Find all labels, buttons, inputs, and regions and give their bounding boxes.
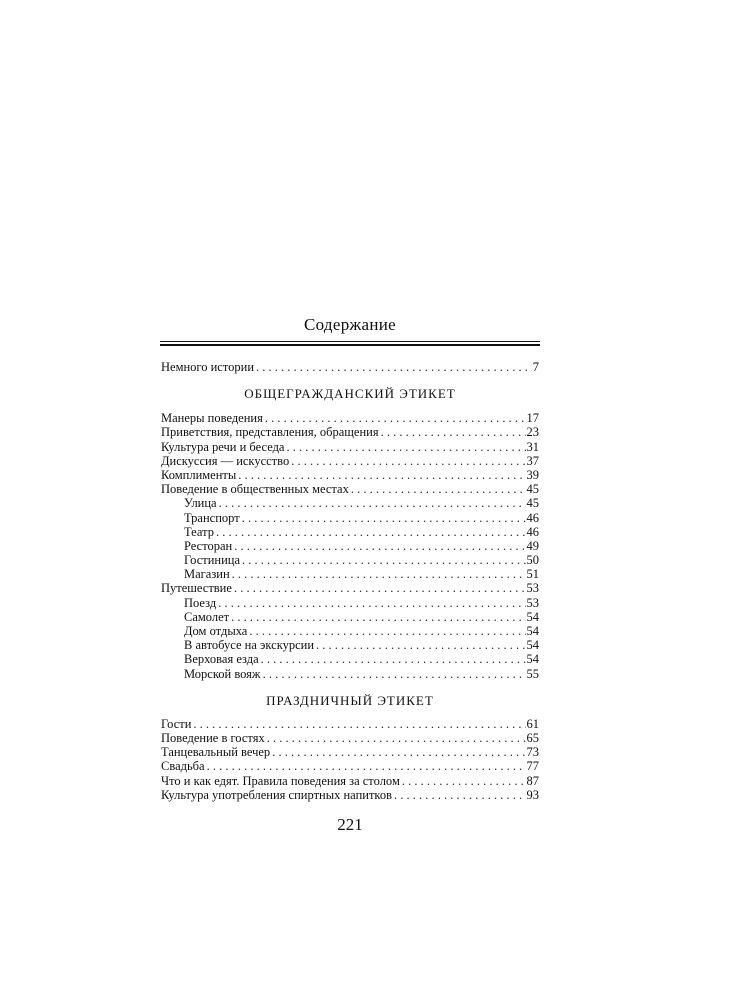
- toc-entry-page: 54: [526, 638, 539, 653]
- toc-entry-page: 45: [526, 496, 539, 511]
- toc-subentry: [161, 539, 539, 553]
- toc-entry-title: Поезд: [184, 595, 217, 610]
- toc-entry-title: Манеры поведения: [161, 411, 263, 426]
- section-heading-festive-etiquette: ПРАЗДНИЧНЫЙ ЭТИКЕТ: [266, 692, 434, 708]
- toc-subentry: [161, 496, 539, 510]
- dot-leader: [249, 624, 525, 638]
- toc-entry-title: Театр: [184, 524, 214, 539]
- toc-entry: [161, 788, 539, 802]
- toc-entry-title: Поведение в гостях: [161, 730, 265, 745]
- toc-entry-title: Верховая езда: [184, 652, 259, 667]
- toc-entry-page: 17: [526, 411, 539, 426]
- toc-entry-page: 87: [526, 773, 539, 788]
- dot-leader: [234, 581, 526, 595]
- toc-entry-title: Транспорт: [184, 510, 240, 525]
- toc-entry-page: 53: [526, 595, 539, 610]
- toc-entry-title: Ресторан: [184, 538, 233, 553]
- dot-leader: [232, 567, 526, 581]
- toc-entry-page: 45: [526, 482, 539, 497]
- dot-leader: [272, 745, 525, 759]
- dot-leader: [261, 652, 526, 666]
- toc-entry-title: Что и как едят. Правила поведения за столом: [161, 773, 400, 788]
- toc-subentry: [161, 525, 539, 539]
- toc-entry: [161, 411, 539, 425]
- dot-leader: [265, 411, 526, 425]
- toc-entry: [161, 717, 539, 731]
- toc-entry: [161, 774, 539, 788]
- dot-leader: [234, 539, 525, 553]
- toc-entry: [161, 759, 539, 773]
- dot-leader: [263, 667, 526, 681]
- toc-entry-page: 61: [526, 716, 539, 731]
- toc-entry: [161, 468, 539, 482]
- toc-entry-title: Немного истории: [161, 360, 255, 374]
- toc-entry-page: 49: [526, 538, 539, 553]
- table-of-contents: [161, 360, 539, 802]
- toc-subentry: [161, 553, 539, 567]
- dot-leader: [193, 717, 525, 731]
- toc-entry-title: Самолет: [184, 609, 230, 624]
- toc-entry-page: 31: [526, 439, 539, 454]
- toc-entry-title: Поведение в общественных местах: [161, 482, 349, 497]
- toc-entry-title: Культура употребления спиртных напитков: [161, 787, 392, 802]
- toc-entry: [161, 454, 539, 468]
- dot-leader: [238, 468, 525, 482]
- toc-entry-page: 37: [526, 453, 539, 468]
- toc-entry-page: 53: [526, 581, 539, 596]
- toc-entry-page: 51: [526, 567, 539, 582]
- dot-leader: [242, 511, 526, 525]
- toc-entry-page: 54: [526, 652, 539, 667]
- toc-entry-title: Улица: [184, 496, 217, 511]
- toc-subentry: [161, 596, 539, 610]
- dot-leader: [267, 731, 526, 745]
- toc-entry-title: Гости: [161, 716, 192, 731]
- toc-subentry: [161, 624, 539, 638]
- toc-entry-page: 93: [526, 787, 539, 802]
- toc-entry: [161, 745, 539, 759]
- toc-entry-page: 77: [526, 759, 539, 774]
- toc-entry: [161, 581, 539, 595]
- toc-subentry: [161, 610, 539, 624]
- toc-entry-page: 50: [526, 553, 539, 568]
- toc-entry-title: Свадьба: [161, 759, 205, 774]
- dot-leader: [231, 610, 525, 624]
- toc-entry-title: Гостиница: [184, 553, 241, 568]
- toc-entry-intro: [161, 360, 539, 374]
- dot-leader: [351, 482, 526, 496]
- toc-subentry: [161, 667, 539, 681]
- toc-subentry: [161, 511, 539, 525]
- dot-leader: [402, 774, 526, 788]
- toc-entry-title: В автобусе на экскурсии: [184, 638, 315, 653]
- dot-leader: [381, 425, 526, 439]
- toc-subentry: [161, 567, 539, 581]
- toc-entry-page: 55: [526, 666, 539, 681]
- title-rule-thick: [160, 344, 540, 346]
- section-heading-civil-etiquette: ОБЩЕГРАЖДАНСКИЙ ЭТИКЕТ: [244, 386, 456, 402]
- page-number: 221: [337, 815, 363, 834]
- dot-leader: [242, 553, 525, 567]
- toc-entry-title: Приветствия, представления, обращения: [161, 425, 379, 440]
- dot-leader: [219, 496, 526, 510]
- dot-leader: [316, 638, 525, 652]
- toc-entry-title: Культура речи и беседа: [161, 439, 285, 454]
- toc-entry-page: 46: [526, 510, 539, 525]
- dot-leader: [216, 525, 526, 539]
- dot-leader: [291, 454, 525, 468]
- dot-leader: [207, 759, 526, 773]
- toc-entry-title: Дом отдыха: [184, 624, 248, 638]
- toc-entry-title: Морской вояж: [184, 666, 261, 681]
- toc-entry-page: 7: [532, 360, 539, 374]
- toc-entry-page: 73: [526, 745, 539, 760]
- toc-entry: [161, 425, 539, 439]
- toc-entry-title: Танцевальный вечер: [161, 745, 271, 760]
- toc-entry: [161, 731, 539, 745]
- toc-entry-page: 46: [526, 524, 539, 539]
- toc-subentry: [161, 652, 539, 666]
- dot-leader: [286, 440, 525, 454]
- toc-entry-page: 65: [526, 730, 539, 745]
- toc-entry-page: 54: [526, 609, 539, 624]
- toc-entry-page: 54: [526, 624, 539, 638]
- toc-entry-title: Магазин: [184, 567, 230, 582]
- toc-entry-title: Комплименты: [161, 467, 237, 482]
- toc-subentry: [161, 638, 539, 652]
- toc-entry-title: Путешествие: [161, 581, 232, 596]
- dot-leader: [394, 788, 526, 802]
- toc-entry-page: 23: [526, 425, 539, 440]
- toc-entry: [161, 440, 539, 454]
- toc-entry-title: Дискуссия — искусство: [161, 453, 290, 468]
- dot-leader: [256, 360, 532, 374]
- title-rule-thin: [160, 341, 540, 342]
- page-title: Содержание: [303, 315, 397, 334]
- toc-entry: [161, 482, 539, 496]
- toc-entry-page: 39: [526, 467, 539, 482]
- dot-leader: [218, 596, 525, 610]
